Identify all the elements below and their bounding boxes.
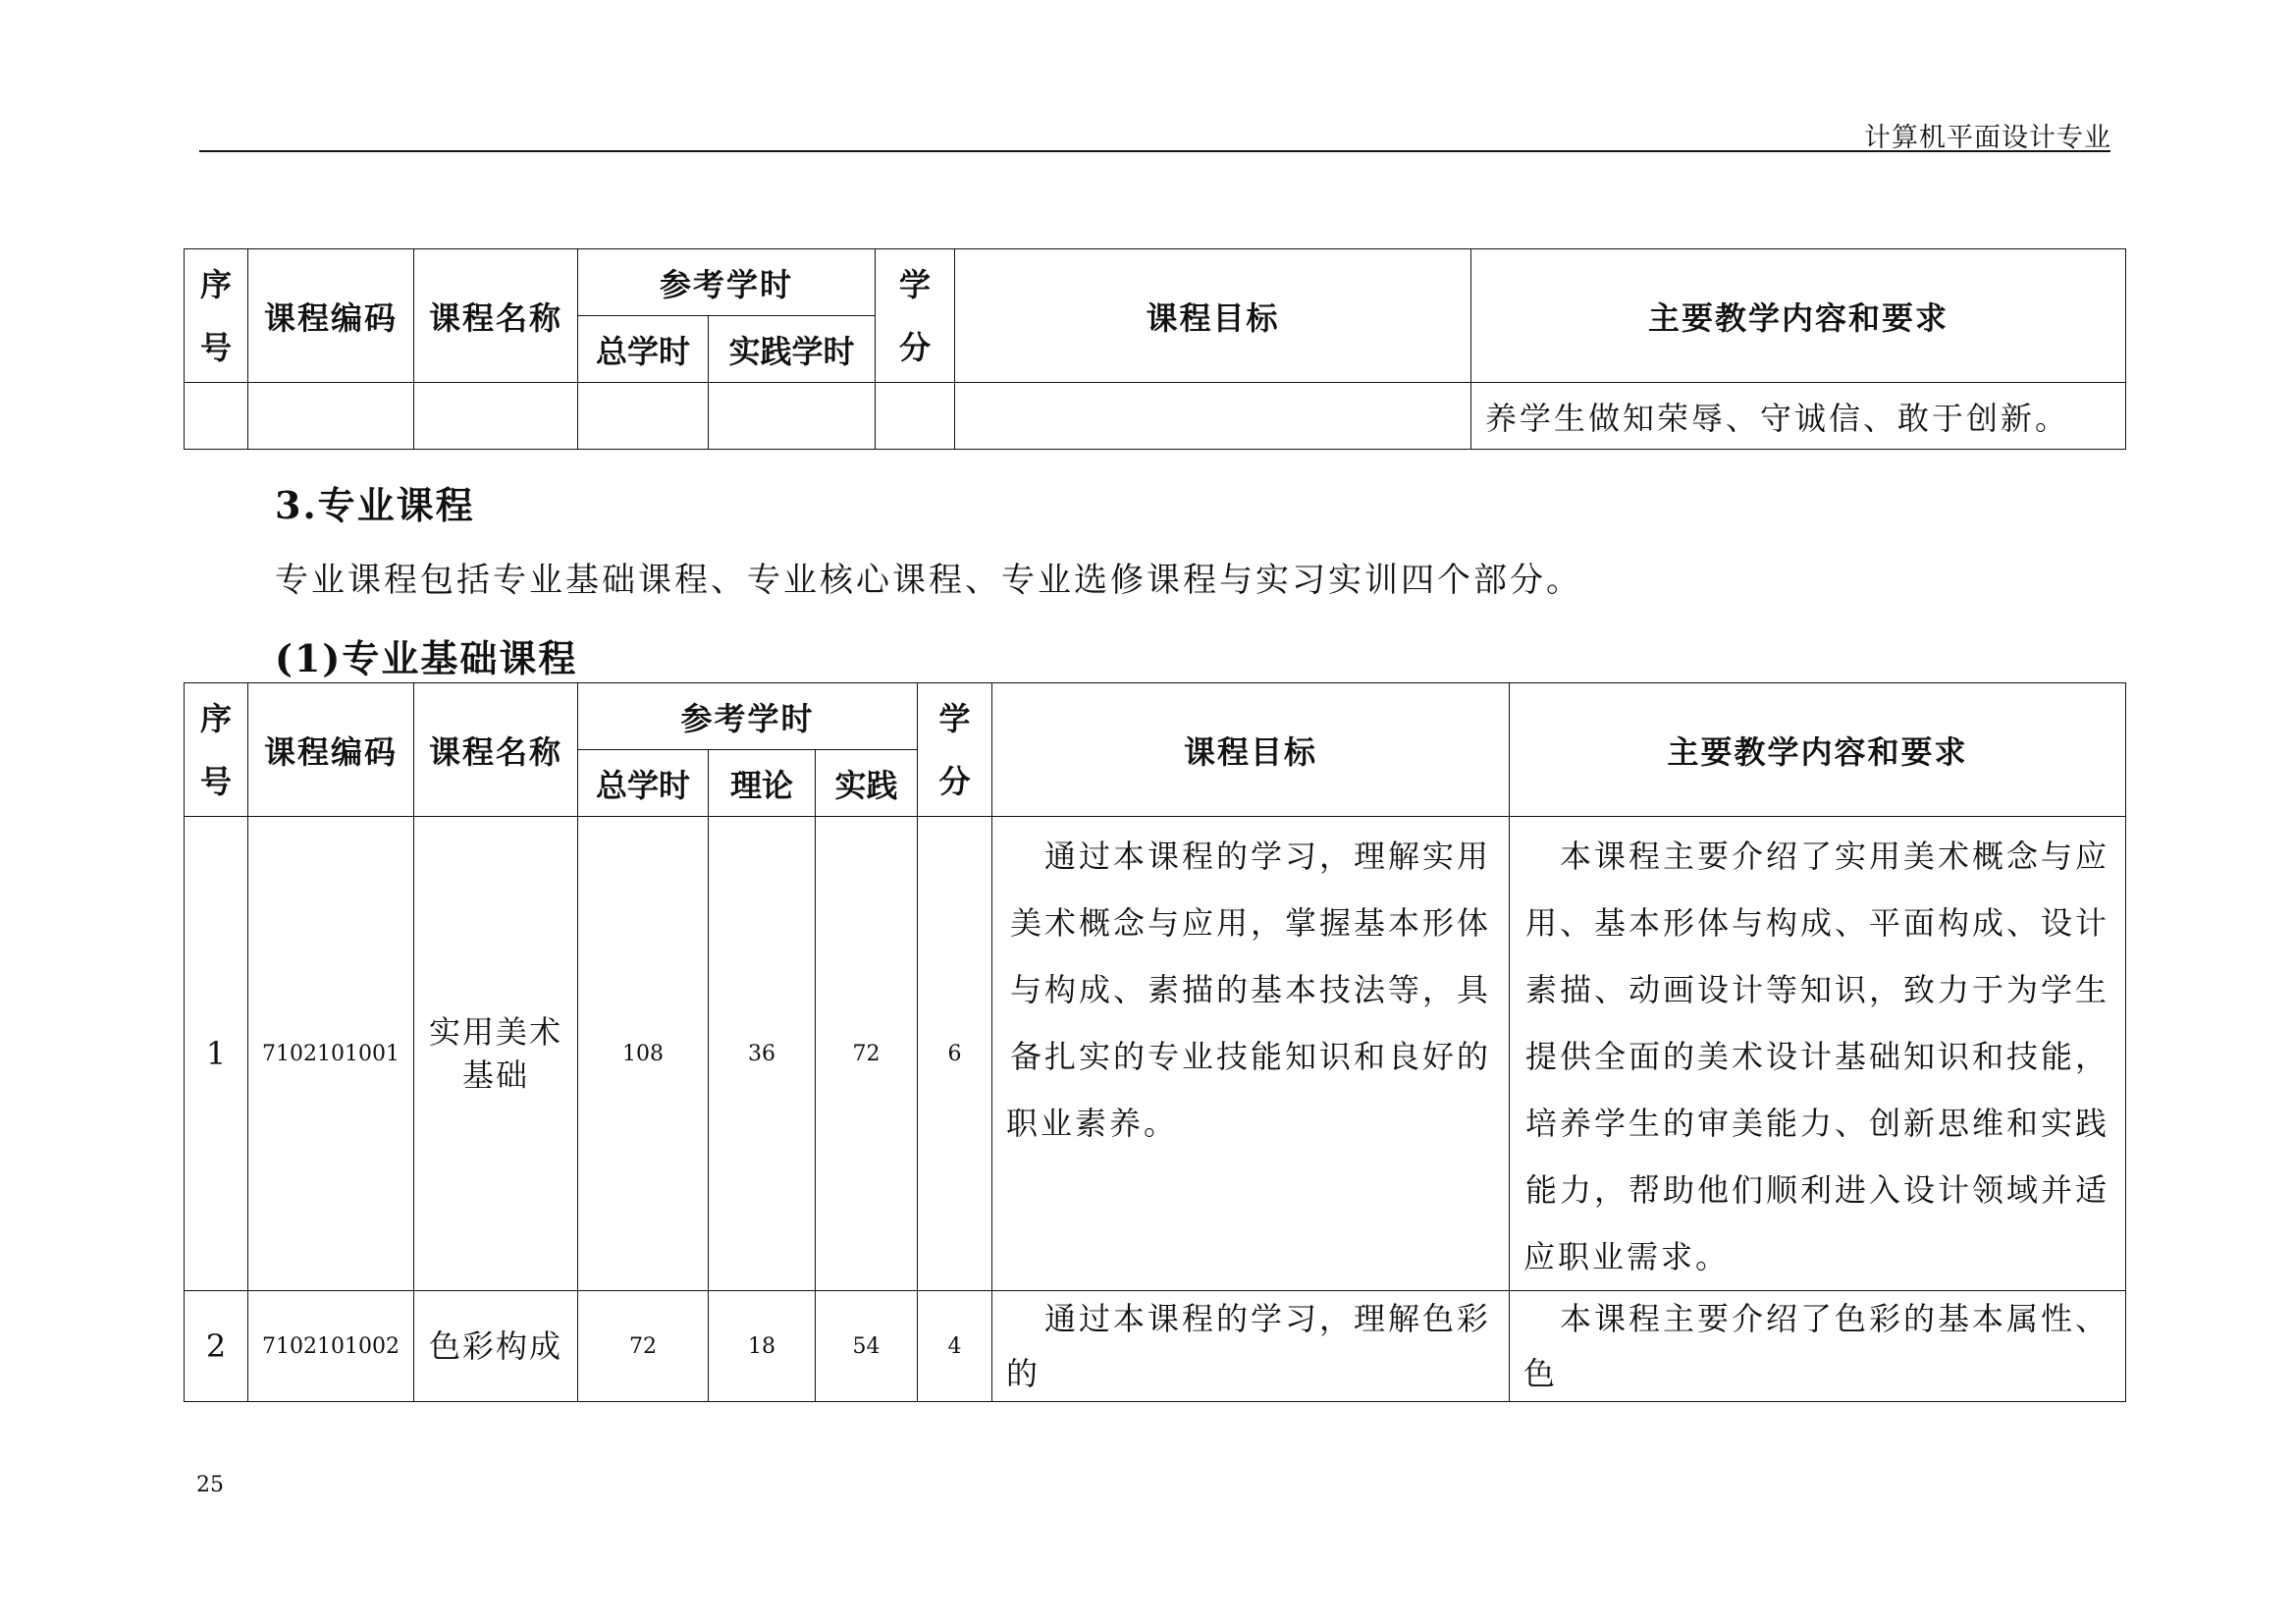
header-content: 主要教学内容和要求 bbox=[1471, 249, 2126, 383]
cell-practice bbox=[709, 383, 876, 450]
cell-practice: 72 bbox=[816, 817, 918, 1291]
header-credit-bottom: 分 bbox=[938, 762, 971, 800]
header-divider bbox=[199, 150, 2110, 152]
header-practice-hours: 实践学时 bbox=[709, 316, 876, 383]
cell-credit: 4 bbox=[918, 1291, 992, 1402]
header-goal: 课程目标 bbox=[955, 249, 1471, 383]
page-number: 25 bbox=[196, 1473, 224, 1497]
cell-practice: 54 bbox=[816, 1291, 918, 1402]
subsection-heading: (1)专业基础课程 bbox=[275, 636, 578, 680]
header-name: 课程名称 bbox=[414, 683, 578, 817]
header-hours: 参考学时 bbox=[578, 249, 876, 316]
cell-content: 本课程主要介绍了实用美术概念与应用、基本形体与构成、平面构成、设计素描、动画设计等知识，致力于为学生提供全面的美术设计基础知识和技能，培养学生的审美能力、创新思维和实践能力，帮助他们顺利进入设计领域并适应职业需求。 bbox=[1510, 817, 2126, 1291]
table-continued bbox=[184, 248, 2126, 450]
header-credit bbox=[918, 683, 992, 817]
cell-theory: 18 bbox=[709, 1291, 816, 1402]
header-seq bbox=[185, 249, 248, 383]
header-seq-top: 序 bbox=[199, 699, 232, 737]
cell-code: 7102101002 bbox=[248, 1291, 414, 1402]
cell-name-line2: 基础 bbox=[461, 1056, 529, 1094]
header-seq-bottom: 号 bbox=[199, 762, 232, 800]
cell-goal bbox=[955, 383, 1471, 450]
cell-total bbox=[578, 383, 709, 450]
table-row bbox=[185, 1291, 2126, 1402]
header-credit-top: 学 bbox=[899, 265, 932, 303]
header-credit bbox=[876, 249, 955, 383]
header-total-hours: 总学时 bbox=[578, 316, 709, 383]
cell-credit: 6 bbox=[918, 817, 992, 1291]
header-seq-top: 序 bbox=[199, 265, 232, 303]
cell-seq: 1 bbox=[185, 817, 248, 1291]
cell-code bbox=[248, 383, 414, 450]
header-practice-hours: 实践 bbox=[816, 750, 918, 817]
cell-goal: 通过本课程的学习，理解实用美术概念与应用，掌握基本形体与构成、素描的基本技法等，具备扎实的专业技能知识和良好的职业素养。 bbox=[992, 817, 1510, 1291]
header-credit-bottom: 分 bbox=[899, 328, 932, 366]
cell-name bbox=[414, 383, 578, 450]
cell-name bbox=[414, 817, 578, 1291]
header-seq-bottom: 号 bbox=[199, 328, 232, 366]
header-name: 课程名称 bbox=[414, 249, 578, 383]
cell-total: 72 bbox=[578, 1291, 709, 1402]
header-code: 课程编码 bbox=[248, 683, 414, 817]
header-hours: 参考学时 bbox=[578, 683, 918, 750]
header-seq bbox=[185, 683, 248, 817]
cell-credit bbox=[876, 383, 955, 450]
header-content: 主要教学内容和要求 bbox=[1510, 683, 2126, 817]
table-row bbox=[185, 817, 2126, 1291]
section-heading: 3.专业课程 bbox=[275, 483, 475, 527]
running-header-title: 计算机平面设计专业 bbox=[1864, 123, 2111, 153]
header-total-hours: 总学时 bbox=[578, 750, 709, 817]
cell-name-line1: 色彩构成 bbox=[428, 1327, 562, 1365]
cell-seq bbox=[185, 383, 248, 450]
header-theory-hours: 理论 bbox=[709, 750, 816, 817]
cell-theory: 36 bbox=[709, 817, 816, 1291]
table-foundation-courses bbox=[184, 682, 2126, 1402]
cell-content: 养学生做知荣辱、守诚信、敢于创新。 bbox=[1471, 383, 2126, 450]
header-goal: 课程目标 bbox=[992, 683, 1510, 817]
cell-seq: 2 bbox=[185, 1291, 248, 1402]
header-code: 课程编码 bbox=[248, 249, 414, 383]
cell-name-line1: 实用美术 bbox=[428, 1013, 562, 1051]
cell-name bbox=[414, 1291, 578, 1402]
cell-content: 本课程主要介绍了色彩的基本属性、色 bbox=[1510, 1291, 2126, 1402]
cell-goal: 通过本课程的学习，理解色彩的 bbox=[992, 1291, 1510, 1402]
section-intro: 专业课程包括专业基础课程、专业核心课程、专业选修课程与实习实训四个部分。 bbox=[275, 561, 1582, 600]
cell-total: 108 bbox=[578, 817, 709, 1291]
header-credit-top: 学 bbox=[938, 699, 971, 737]
cell-code: 7102101001 bbox=[248, 817, 414, 1291]
table-row bbox=[185, 383, 2126, 450]
